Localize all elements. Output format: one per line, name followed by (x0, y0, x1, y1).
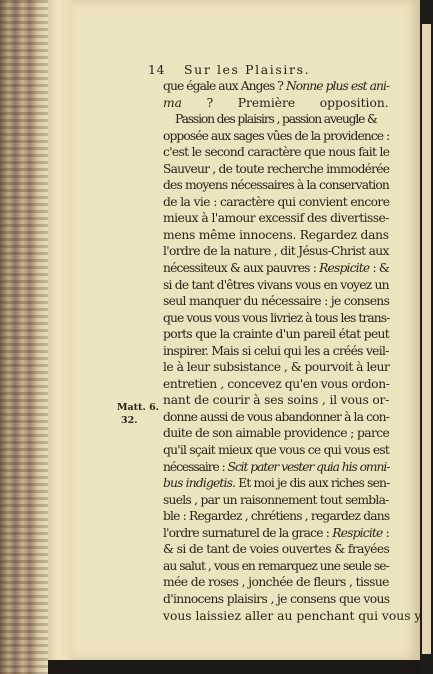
text-line (163, 111, 389, 128)
facing-page-edge (420, 0, 433, 674)
text-run: que égale aux Anges ? (163, 79, 286, 93)
body-text (163, 78, 422, 624)
book-binding (0, 0, 48, 674)
text-run: ports que la crainte d'un pareil état peut (163, 327, 390, 342)
text-run: au salut , vous en remarquez une seule se- (163, 558, 389, 573)
text-run: opposée aux sages vûes de la providence : (163, 128, 390, 143)
text-line (163, 376, 389, 393)
text-run: & si de tant de voies ouvertes & frayées (163, 542, 390, 557)
text-run: qu'il sçait mieux que vous ce qui vous est (163, 443, 390, 458)
text-run: l'ordre de la nature , dit Jésus-Christ aux (163, 244, 389, 259)
text-run: suels , par un raisonnement tout sembla- (163, 492, 389, 507)
text-line (163, 475, 389, 492)
margin-reference (117, 401, 159, 427)
text-run: entretien , concevez qu'en vous ordon- (163, 376, 390, 391)
text-line (163, 227, 389, 244)
text-run: Sauveur , de toute recherche immodérée (163, 161, 390, 176)
text-run: si de tant d'êtres vivans vous en voyez un (163, 277, 389, 292)
text-line (163, 343, 389, 360)
text-run: nécessaire : (163, 459, 228, 474)
text-run: Et moi je dis aux riches sen- (235, 476, 390, 491)
text-run: de la vie : caractère qui convient encore (163, 194, 390, 209)
text-line (163, 359, 389, 376)
text-line (163, 293, 389, 310)
text-run: vous laissiez aller au penchant qui vous y (163, 608, 422, 623)
text-run: : (382, 525, 389, 540)
text-line (163, 591, 389, 608)
text-line (163, 78, 389, 95)
text-line (163, 243, 389, 260)
text-line (163, 161, 389, 178)
text-run: d'innocens plaisirs , je consens que vous (163, 591, 390, 606)
text-run: le à leur subsistance , & pourvoit à leur (163, 360, 390, 375)
text-line (163, 260, 389, 277)
page-number: 14 (148, 62, 165, 77)
text-line (163, 326, 389, 343)
text-line (163, 210, 389, 227)
margin-reference-line-2: 32. (121, 415, 138, 426)
text-line (163, 574, 389, 591)
text-run: ? Première opposition. (182, 95, 389, 110)
text-run: : & (369, 261, 389, 276)
text-line (163, 492, 389, 509)
text-run: inspirer. Mais si celui qui les a créés veil- (163, 343, 389, 358)
italic-run: Respicite (319, 261, 370, 276)
text-line (163, 525, 389, 542)
text-run: duite de son aimable providence ; parce (163, 426, 390, 441)
italic-run: ma (163, 95, 182, 110)
text-line (163, 459, 389, 476)
text-line (163, 558, 389, 575)
text-run: mieux à l'amour excessif des divertisse- (163, 211, 389, 226)
bottom-shadow (48, 660, 420, 674)
italic-run: Scit pater vester quia his omni- (227, 459, 390, 474)
italic-run: Respicite (332, 525, 383, 540)
text-run: mée de roses , jonchée de fleurs , tissue (163, 575, 389, 590)
running-header (148, 62, 388, 77)
text-line (163, 177, 389, 194)
text-line (163, 425, 389, 442)
text-run: seul manquer du nécessaire : je consens (163, 294, 390, 309)
running-title: Sur les Plaisirs. (184, 62, 311, 77)
text-run: Passion des plaisirs , passion aveugle & (175, 112, 377, 127)
text-run: c'est le second caractère que nous fait le (163, 145, 390, 160)
text-line (163, 194, 389, 211)
text-run: l'ordre surnaturel de la grace : (163, 525, 333, 540)
text-line (163, 442, 389, 459)
text-run: nécessiteux & aux pauvres : (163, 261, 320, 276)
text-line (163, 409, 389, 426)
page-edge (48, 0, 73, 674)
margin-reference-line-1: Matt. 6. (117, 402, 159, 413)
text-line (163, 310, 389, 327)
italic-run: bus indigetis. (163, 476, 236, 491)
text-line (163, 95, 389, 112)
text-run: des moyens nécessaires à la conservation (163, 178, 389, 193)
text-line (163, 392, 389, 409)
text-line (163, 144, 389, 161)
text-run: ble : Regardez , chrétiens , regardez dans (163, 509, 390, 524)
text-run: donne aussi de vous abandonner à la con- (163, 409, 389, 424)
text-line (163, 508, 389, 525)
text-line (163, 128, 389, 145)
text-line (163, 608, 422, 625)
text-line (163, 277, 389, 294)
text-run: mens même innocens. Regardez dans (163, 227, 389, 242)
italic-run: Nonne plus est ani- (285, 79, 390, 93)
text-line (163, 541, 389, 558)
text-run: que vous vous vous livriez à tous les trans- (163, 310, 390, 325)
text-run: nant de courir à ses soins , il vous or- (163, 393, 390, 408)
